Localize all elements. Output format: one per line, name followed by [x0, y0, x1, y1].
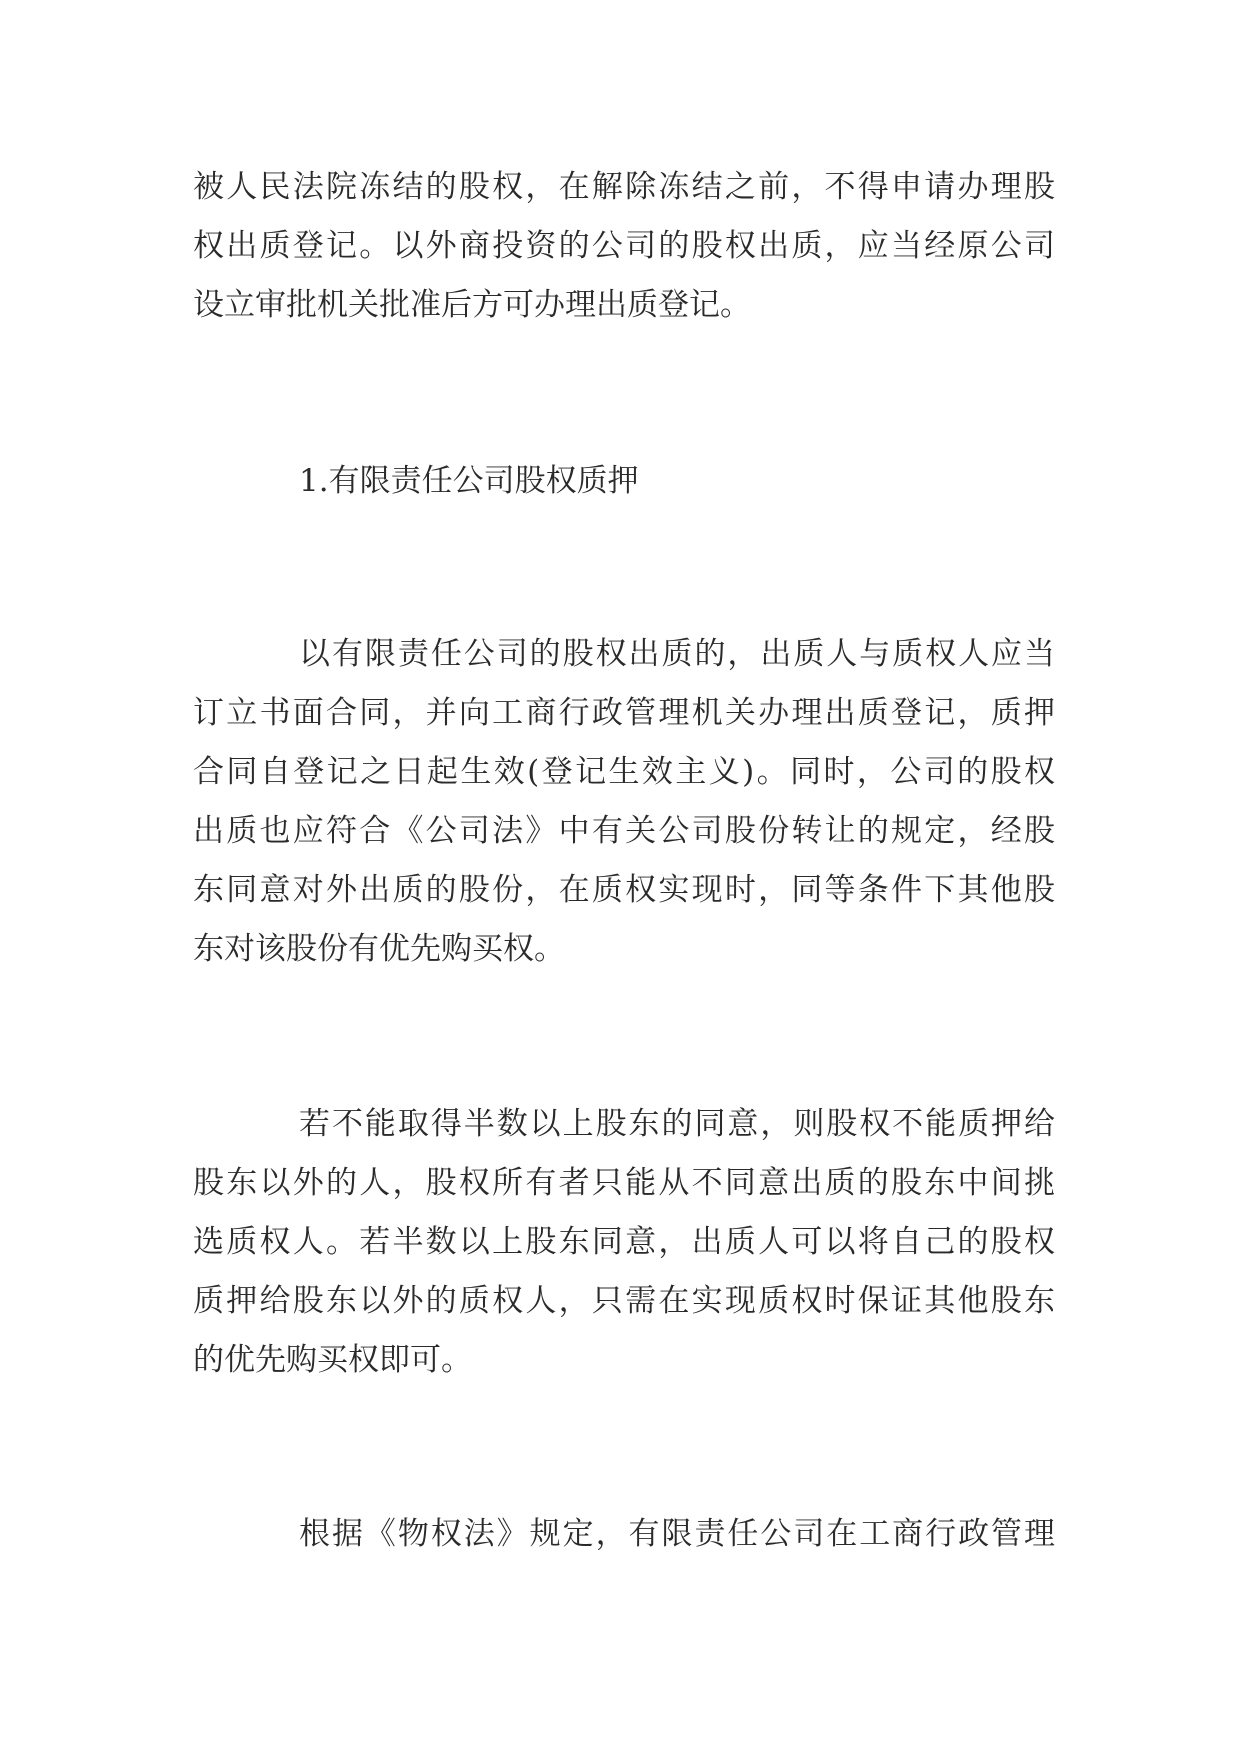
paragraph-line: 股东以外的人，股权所有者只能从不同意出质的股东中间挑 [193, 1165, 1055, 1201]
paragraph-line: 以有限责任公司的股权出质的，出质人与质权人应当 [299, 636, 1055, 672]
paragraph-line: 东对该股份有优先购买权。 [193, 931, 565, 967]
paragraph-line: 出质也应符合《公司法》中有关公司股份转让的规定，经股 [193, 813, 1055, 849]
paragraph-line: 质押给股东以外的质权人，只需在实现质权时保证其他股东 [193, 1283, 1055, 1319]
paragraph-line: 设立审批机关批准后方可办理出质登记。 [193, 287, 751, 323]
paragraph-line: 选质权人。若半数以上股东同意，出质人可以将自己的股权 [193, 1224, 1055, 1260]
paragraph-line: 的优先购买权即可。 [193, 1342, 472, 1378]
paragraph-line: 根据《物权法》规定，有限责任公司在工商行政管理 [299, 1516, 1055, 1552]
paragraph [193, 625, 1055, 979]
paragraph [193, 158, 1055, 335]
section-heading-text: 1.有限责任公司股权质押 [299, 463, 639, 499]
paragraph-line: 订立书面合同，并向工商行政管理机关办理出质登记，质押 [193, 695, 1055, 731]
paragraph-line: 合同自登记之日起生效(登记生效主义)。同时，公司的股权 [193, 754, 1055, 790]
paragraph [193, 1095, 1055, 1390]
paragraph [193, 1505, 1055, 1564]
paragraph-line: 权出质登记。以外商投资的公司的股权出质，应当经原公司 [193, 228, 1055, 264]
paragraph-line: 东同意对外出质的股份，在质权实现时，同等条件下其他股 [193, 872, 1055, 908]
section-heading [193, 452, 1055, 511]
paragraph-line: 若不能取得半数以上股东的同意，则股权不能质押给 [299, 1106, 1055, 1142]
paragraph-line: 被人民法院冻结的股权，在解除冻结之前，不得申请办理股 [193, 169, 1055, 205]
